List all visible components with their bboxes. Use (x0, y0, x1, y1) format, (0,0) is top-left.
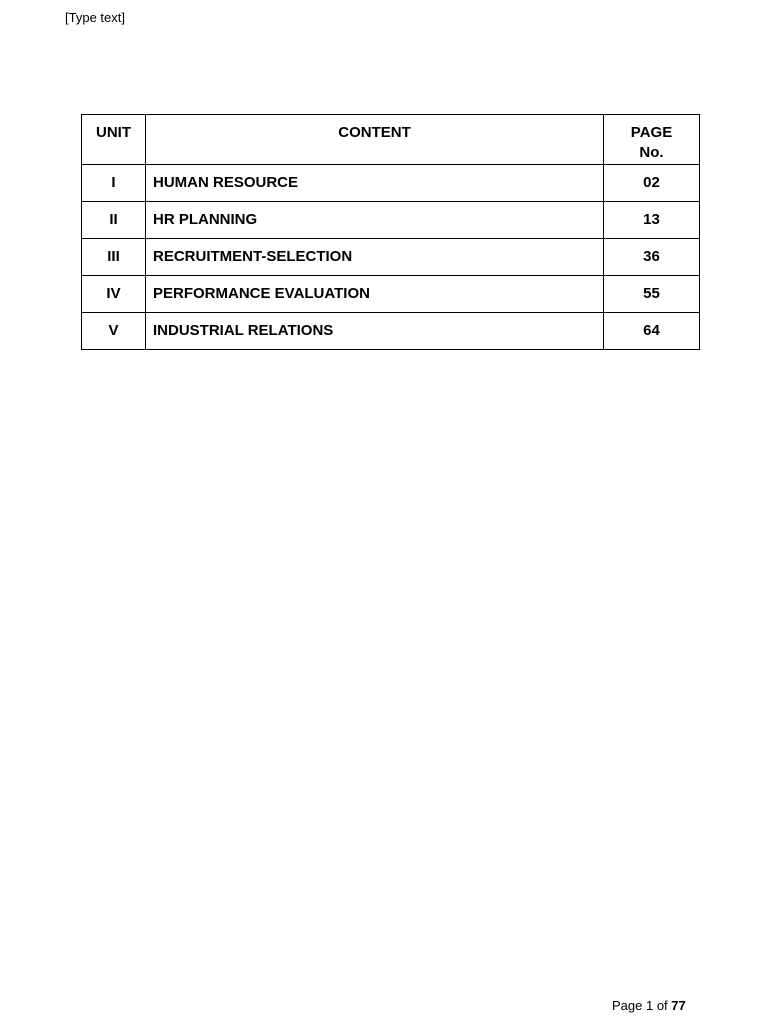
content-cell: HR PLANNING (146, 202, 604, 239)
page-cell: 64 (604, 313, 700, 350)
content-cell: RECRUITMENT-SELECTION (146, 239, 604, 276)
column-header-unit: UNIT (82, 115, 146, 165)
unit-cell: I (82, 165, 146, 202)
page-cell: 36 (604, 239, 700, 276)
page-cell: 55 (604, 276, 700, 313)
table-row (82, 165, 700, 202)
unit-cell: V (82, 313, 146, 350)
content-cell: INDUSTRIAL RELATIONS (146, 313, 604, 350)
header-placeholder-text: [Type text] (65, 10, 125, 25)
page-number-prefix: Page 1 of (612, 998, 668, 1013)
column-header-page-no (604, 115, 700, 165)
table-of-contents (81, 114, 700, 350)
page-cell: 02 (604, 165, 700, 202)
column-header-page-line1: PAGE (630, 124, 673, 141)
page-number-footer (612, 998, 686, 1014)
table-row (82, 313, 700, 350)
table-row (82, 202, 700, 239)
column-header-page-line2: No. (639, 144, 664, 161)
content-cell: HUMAN RESOURCE (146, 165, 604, 202)
content-cell: PERFORMANCE EVALUATION (146, 276, 604, 313)
table-row (82, 239, 700, 276)
table-header-row (82, 115, 700, 165)
unit-cell: IV (82, 276, 146, 313)
table-row (82, 276, 700, 313)
column-header-content: CONTENT (146, 115, 604, 165)
page-cell: 13 (604, 202, 700, 239)
unit-cell: III (82, 239, 146, 276)
page-number-total: 77 (671, 998, 686, 1013)
unit-cell: II (82, 202, 146, 239)
